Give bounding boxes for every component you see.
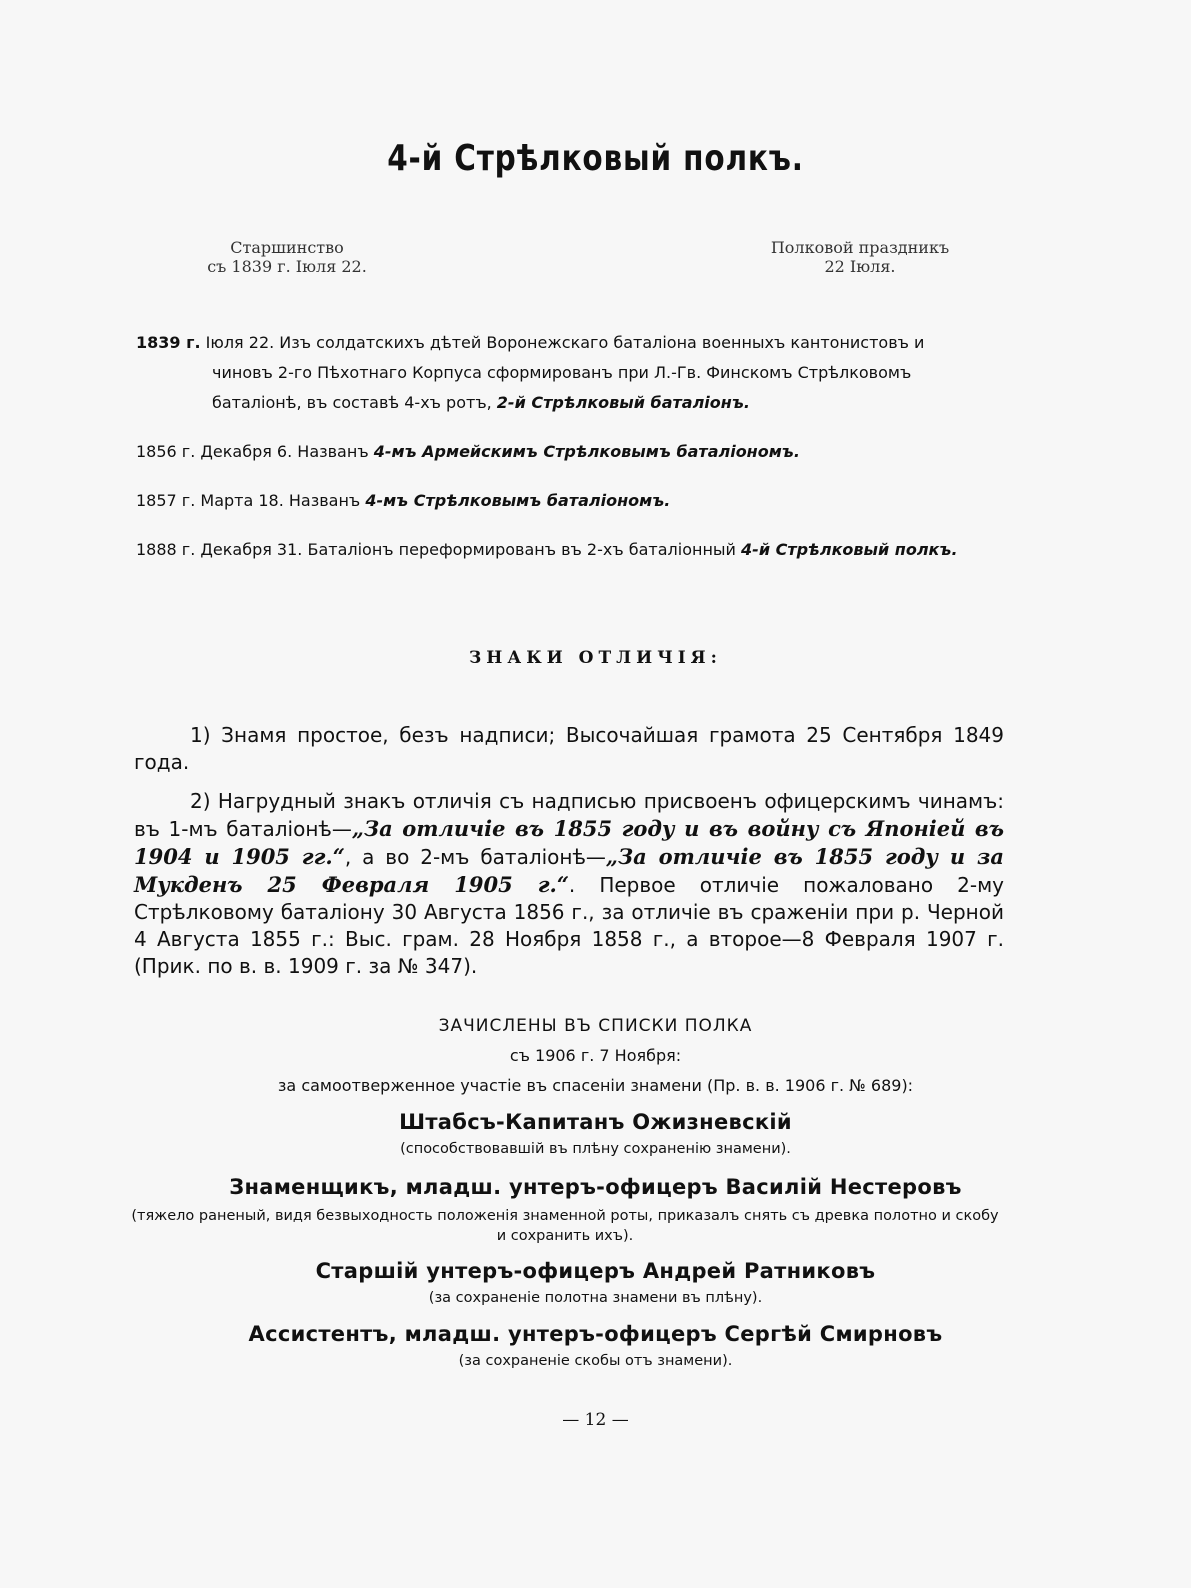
person-name: Штабсъ-Капитанъ Ожизневскій (399, 1110, 792, 1134)
person-note: (тяжело раненый, видя безвыходность положенія знаменной роты, приказалъ снять съ древка полотно и скобу и сохранить ихъ). (131, 1208, 999, 1244)
page-title: 4-й Стрѣлковый полкъ. (387, 138, 804, 179)
distinction-2-quote1: „За отличіе въ 1855 году и въ войну съ Японіей въ 1904 и 1905 гг.“ (134, 816, 1004, 869)
distinction-2 (134, 788, 1004, 980)
history-italic: 4-мъ Армейскимъ Стрѣлковымъ баталіономъ. (373, 442, 800, 461)
distinction-2-part3: . Первое отличіе пожаловано 2-му Стрѣлковому баталіону 30 Августа 1856 г., за отличіе въ сраженіи при р. Черной 4 Августа 1855 г.: Выс. грам. 28 Ноября 1858 г., а второе—8 Февраля 1907 г. (Прик. по в. в. 1909 г. за № 347). (134, 873, 1004, 978)
history-entry-1888 (136, 535, 1006, 565)
history-entry-1839 (136, 328, 1006, 418)
history-text: 1888 г. Декабря 31. Баталіонъ переформированъ въ 2-хъ баталіонный (136, 540, 736, 559)
history-italic: 4-мъ Стрѣлковымъ баталіономъ. (365, 491, 671, 510)
distinction-2-part2: , а во 2-мъ баталіонѣ— (344, 845, 606, 869)
distinction-1-text: 1) Знамя простое, безъ надписи; Высочайшая грамота 25 Сентября 1849 года. (134, 723, 1004, 774)
holiday-block (760, 238, 960, 276)
distinctions-heading: ЗНАКИ ОТЛИЧІЯ: (469, 648, 722, 668)
distinction-2-part1: 2) Нагрудный знакъ отличія съ надписью присвоенъ офицерскимъ чинамъ: въ 1-мъ баталіонѣ— (134, 789, 1004, 841)
history-italic: 4-й Стрѣлковый полкъ. (741, 540, 958, 559)
person-name: Старшій унтеръ-офицеръ Андрей Ратниковъ (315, 1259, 876, 1283)
person-note: (за сохраненіе полотна знамени въ плѣну). (428, 1290, 763, 1306)
holiday-value: 22 Іюля. (824, 257, 896, 276)
history-text: Іюля 22. Изъ солдатскихъ дѣтей Воронежскаго баталіона военныхъ кантонистовъ и (205, 333, 925, 352)
enlisted-heading: ЗАЧИСЛЕНЫ ВЪ СПИСКИ ПОЛКА (438, 1016, 753, 1036)
person-note: (за сохраненіе скобы отъ знамени). (458, 1353, 733, 1369)
page-number: — 12 — (562, 1410, 629, 1430)
holiday-label: Полковой праздникъ (770, 238, 950, 257)
enlisted-date: съ 1906 г. 7 Ноября: (509, 1046, 682, 1065)
person-name: Ассистентъ, младш. унтеръ-офицеръ Сергѣй Смирновъ (248, 1322, 943, 1346)
seniority-block (192, 238, 382, 276)
history-text: чиновъ 2-го Пѣхотнаго Корпуса сформированъ при Л.-Гв. Финскомъ Стрѣлковомъ (212, 363, 912, 382)
enlisted-reason: за самоотверженное участіе въ спасеніи знамени (Пр. в. в. 1906 г. № 689): (277, 1076, 914, 1095)
person-note: (способствовавшій въ плѣну сохраненію знамени). (400, 1141, 791, 1157)
distinction-2-quote2: „За отличіе въ 1855 году и за Мукденъ 25 Февраля 1905 г.“ (134, 844, 1005, 897)
distinction-1 (134, 722, 1004, 776)
person-name: Знаменщикъ, младш. унтеръ-офицеръ Василій Нестеровъ (229, 1175, 962, 1199)
history-italic: 2-й Стрѣлковый баталіонъ. (496, 393, 750, 412)
history-entry-1856 (136, 437, 1006, 467)
seniority-value: съ 1839 г. Іюля 22. (207, 257, 367, 276)
history-text: баталіонѣ, въ составѣ 4-хъ ротъ, (212, 393, 492, 412)
seniority-label: Старшинство (230, 238, 344, 257)
history-entry-1857 (136, 486, 1006, 516)
history-text: 1857 г. Марта 18. Названъ (136, 491, 361, 510)
history-text: 1856 г. Декабря 6. Названъ (136, 442, 369, 461)
history-year: 1839 г. (136, 333, 201, 352)
